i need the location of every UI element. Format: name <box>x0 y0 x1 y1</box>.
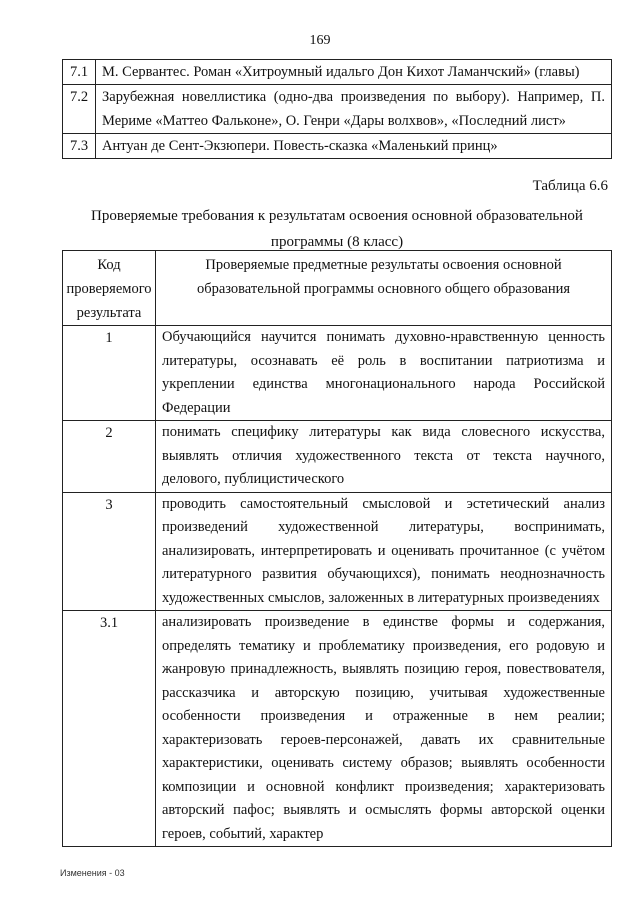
row-text: Антуан де Сент-Экзюпери. Повесть-сказка «Маленький принц» <box>96 134 612 159</box>
row-number: 7.1 <box>63 60 96 85</box>
result-description: Обучающийся научится понимать духовно-нравственную ценность литературы, осознавать её роль в воспитании патриотизма и укреплении единства многонационального народа Российской Федерации <box>156 326 612 421</box>
table-row <box>63 134 612 159</box>
table-row <box>63 492 612 611</box>
table-row <box>63 60 612 85</box>
page-number: 169 <box>309 33 331 48</box>
table-row <box>63 421 612 493</box>
result-code: 1 <box>63 326 156 421</box>
header-code: Код проверяемого результата <box>63 251 156 326</box>
table-header-row <box>63 251 612 326</box>
table-row <box>63 326 612 421</box>
result-description: анализировать произведение в единстве формы и содержания, определять тематику и проблематику произведения, его родовую и жанровую принадлежность, выявлять позицию героя, повествователя, рассказчика и авторскую позицию, учитывая художественные особенности произведения и отраженные в нем реалии; характеризовать героев-персонажей, давать их сравнительные характеристики, оценивать систему образов; выявлять особенности композиции и основной конфликт произведения; характеризовать авторский пафос; выявлять и осмыслять формы авторской оценки героев, событий, характер <box>156 611 612 847</box>
requirements-table <box>62 250 612 847</box>
table-title: Проверяемые требования к результатам освоения основной образовательной программы (8 класс) <box>91 208 583 250</box>
result-description: понимать специфику литературы как вида словесного искусства, выявлять отличия художественного текста от текста научного, делового, публицистического <box>156 421 612 493</box>
row-number: 7.2 <box>63 85 96 134</box>
header-description: Проверяемые предметные результаты освоения основной образовательной программы основного общего образования <box>156 251 612 326</box>
result-code: 2 <box>63 421 156 493</box>
row-text: Зарубежная новеллистика (одно-два произведения по выбору). Например, П. Мериме «Маттео Фальконе», О. Генри «Дары волхвов», «Последний лист» <box>96 85 612 134</box>
reading-list-table <box>62 59 612 159</box>
row-number: 7.3 <box>63 134 96 159</box>
table-label: Таблица 6.6 <box>532 178 608 194</box>
footer-revision: Изменения - 03 <box>60 868 125 878</box>
result-code: 3.1 <box>63 611 156 847</box>
table-row <box>63 85 612 134</box>
table-row <box>63 611 612 847</box>
row-text: М. Сервантес. Роман «Хитроумный идальго Дон Кихот Ламанчский» (главы) <box>96 60 612 85</box>
result-description: проводить самостоятельный смысловой и эстетический анализ произведений художественной литературы, воспринимать, анализировать, интерпретировать и оценивать прочитанное (с учётом литературного развития обучающихся), понимать неоднозначность художественных смыслов, заложенных в литературных произведениях <box>156 492 612 611</box>
result-code: 3 <box>63 492 156 611</box>
